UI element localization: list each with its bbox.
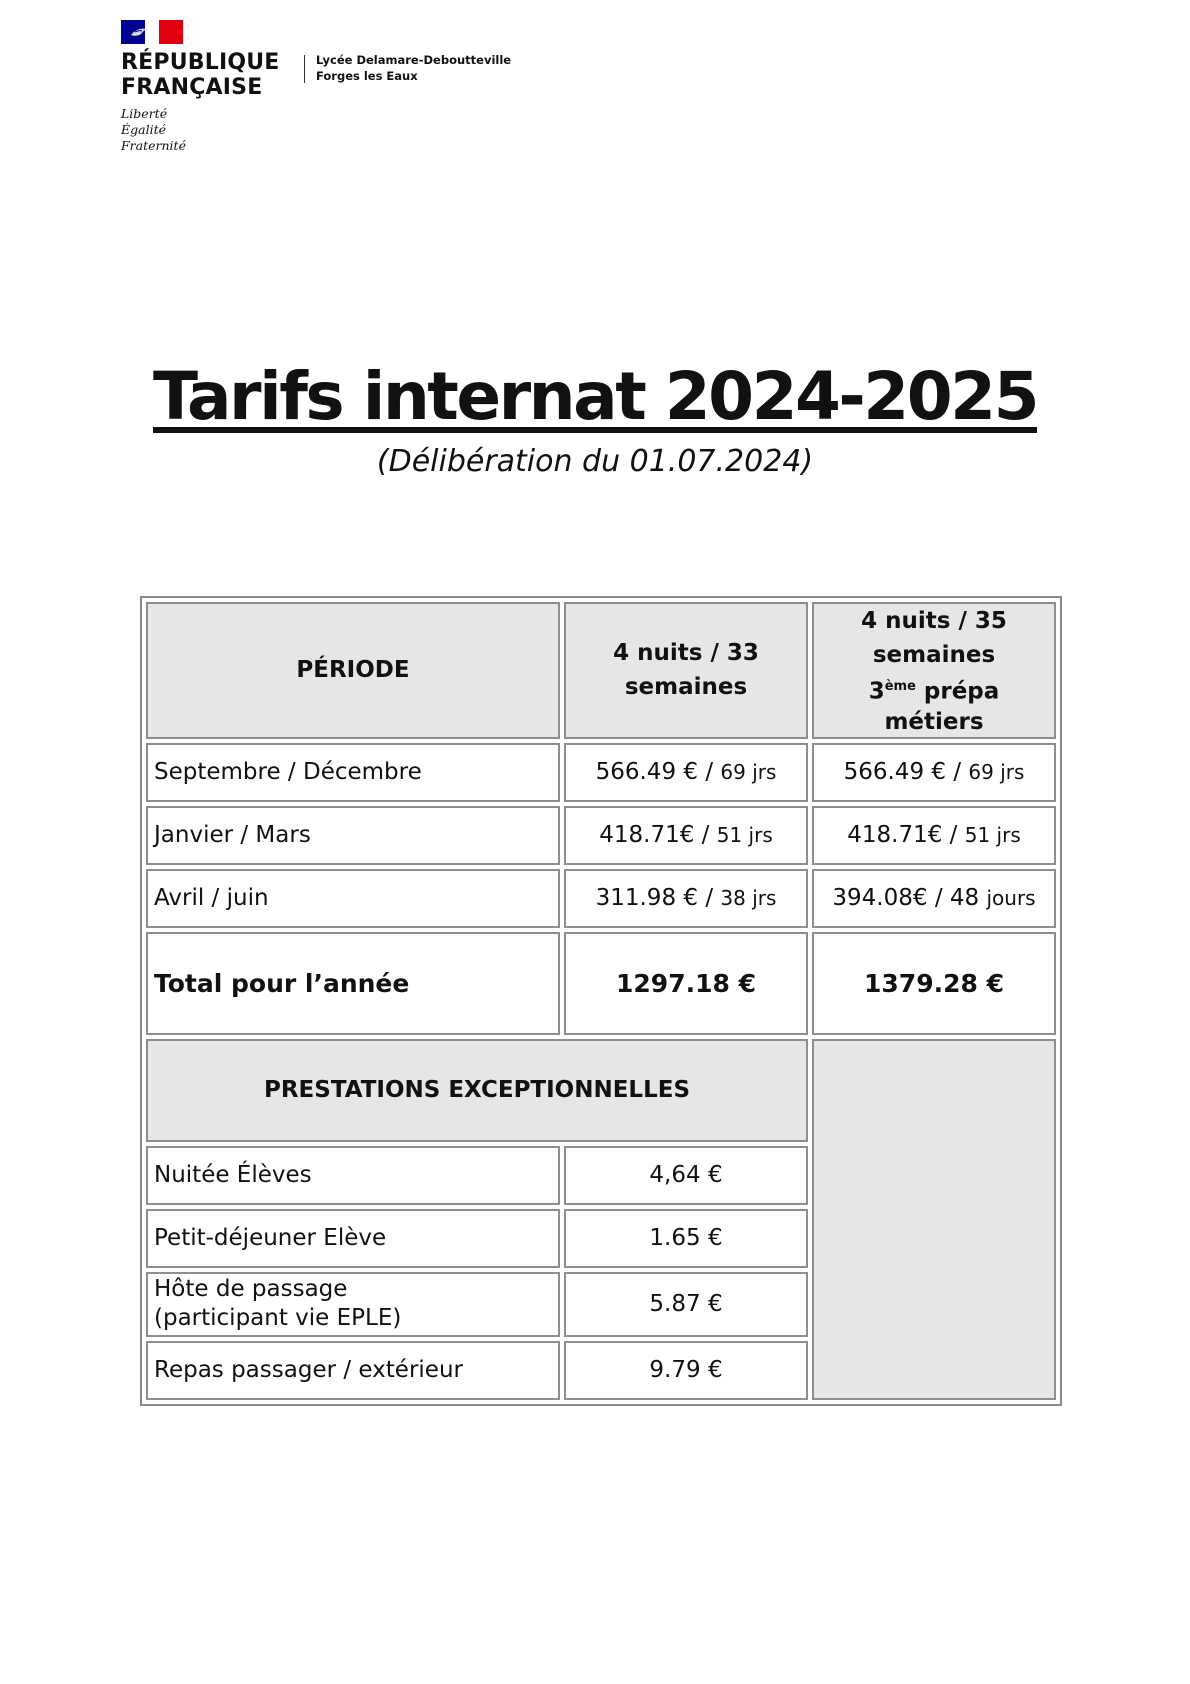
header-col3-sub-sup: ème (884, 679, 916, 694)
prestation-price: 5.87 € (564, 1272, 808, 1337)
period-cell: Avril / juin (146, 869, 560, 928)
table-row (146, 806, 1056, 865)
header-col3-sub (820, 672, 1048, 737)
prestation-price: 4,64 € (564, 1146, 808, 1205)
school-name: Lycée Delamare-Deboutteville (316, 53, 512, 67)
total-row (146, 932, 1056, 1035)
prestation-label-line1: Hôte de passage (154, 1276, 348, 1303)
prestation-label (146, 1272, 560, 1337)
total-col3: 1379.28 € (812, 932, 1056, 1035)
devise-fraternite: Fraternité (121, 138, 186, 153)
price-cell (812, 806, 1056, 865)
header-col3-line2: semaines (872, 642, 996, 668)
marianne-icon (127, 25, 157, 39)
devise-liberte: Liberté (121, 106, 168, 121)
period-cell: Septembre / Décembre (146, 743, 560, 802)
price: 566.49 € / (595, 759, 714, 786)
period-cell: Janvier / Mars (146, 806, 560, 865)
header-col3-line1: 4 nuits / 35 (861, 608, 1007, 634)
prestation-label: Petit-déjeuner Elève (146, 1209, 560, 1268)
prestation-price: 1.65 € (564, 1209, 808, 1268)
price: 394.08€ / 48 (832, 885, 980, 912)
price: 311.98 € / (595, 885, 714, 912)
table-row (146, 869, 1056, 928)
price-cell (812, 869, 1056, 928)
devise-egalite: Égalité (121, 122, 166, 137)
header-col2-line2: semaines (624, 674, 748, 701)
days: jours (986, 886, 1036, 911)
school-city: Forges les Eaux (316, 69, 418, 83)
empty-gray-cell (812, 1039, 1056, 1400)
table-header-row (146, 602, 1056, 739)
prestation-label-line2: (participant vie EPLE) (154, 1305, 402, 1332)
prestation-label: Nuitée Élèves (146, 1146, 560, 1205)
republique-francaise (121, 50, 280, 100)
school-info (316, 52, 511, 84)
tarifs-table (140, 596, 1062, 1406)
header-col3-sub-num: 3 (868, 678, 885, 705)
header-separator (304, 55, 305, 83)
days: 51 jrs (716, 823, 773, 848)
header-col3-sub-text: prépa métiers (884, 678, 1000, 735)
days: 69 jrs (968, 760, 1025, 785)
price-cell (564, 869, 808, 928)
republique-flag-logo (121, 20, 183, 44)
days: 38 jrs (720, 886, 777, 911)
prestation-label: Repas passager / extérieur (146, 1341, 560, 1400)
page-title (0, 358, 1190, 436)
days: 51 jrs (964, 823, 1021, 848)
prestations-header: PRESTATIONS EXCEPTIONNELLES (146, 1039, 808, 1142)
price: 418.71€ / (847, 822, 958, 849)
header-periode: PÉRIODE (146, 602, 560, 739)
page-subtitle: (Délibération du 01.07.2024) (376, 444, 814, 479)
total-label: Total pour l’année (146, 932, 560, 1035)
price: 566.49 € / (843, 759, 962, 786)
header-col3 (812, 602, 1056, 739)
price-cell (812, 743, 1056, 802)
page-title-text: Tarifs internat 2024-2025 (153, 358, 1037, 435)
days: 69 jrs (720, 760, 777, 785)
header-col2-line1: 4 nuits / 33 (613, 640, 759, 667)
table-row (146, 743, 1056, 802)
republique-line2: FRANÇAISE (121, 75, 263, 100)
total-col2: 1297.18 € (564, 932, 808, 1035)
price-cell (564, 743, 808, 802)
devise (121, 106, 186, 154)
header-col2 (564, 602, 808, 739)
price-cell (564, 806, 808, 865)
prestations-header-row (146, 1039, 1056, 1142)
price: 418.71€ / (599, 822, 710, 849)
republique-line1: RÉPUBLIQUE (121, 50, 280, 75)
prestation-price: 9.79 € (564, 1341, 808, 1400)
